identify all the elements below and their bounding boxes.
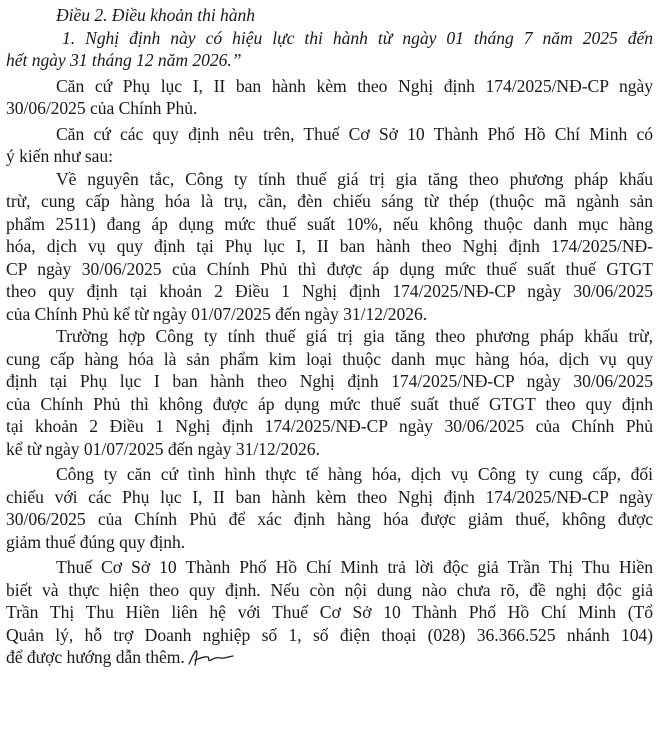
closing-paragraph-line: Trần Thị Thu Hiền liên hệ với Thuế Cơ Sở 10 Thành Phố Hồ Chí Minh (Tổ (6, 602, 653, 622)
signature-icon (187, 648, 235, 668)
case-paragraph-line: tại khoản 2 Điều 1 Nghị định 174/2025/NĐ-CP ngày 30/06/2025 của Chính Phủ (6, 416, 653, 436)
basis-paragraph-line: Căn cứ Phụ lục I, II ban hành kèm theo Nghị định 174/2025/NĐ-CP ngày (56, 75, 653, 96)
principle-paragraph-line: CP ngày 30/06/2025 của Chính Phủ thì được áp dụng mức thuế suất thuế GTGT (6, 258, 653, 279)
closing-paragraph-line: Quản lý, hỗ trợ Doanh nghiệp số 1, số điện thoại (028) 36.366.525 nhánh 104) (6, 624, 653, 645)
opinion-intro-line: ý kiến như sau: (6, 146, 114, 166)
principle-paragraph-line: phẩm 2511) đang áp dụng mức thuế suất 10%, nếu không thuộc danh mục hàng (6, 213, 653, 234)
case-paragraph-line: kể từ ngày 01/07/2025 đến ngày 31/12/2026. (6, 438, 320, 459)
company-paragraph-line: chiếu với các Phụ lục I, II ban hành kèm theo Nghị định 174/2025/NĐ-CP ngày (6, 486, 653, 507)
opinion-intro-line: Căn cứ các quy định nêu trên, Thuế Cơ Sở 10 Thành Phố Hồ Chí Minh có (56, 123, 653, 144)
case-paragraph-line: Trường hợp Công ty tính thuế giá trị gia tăng theo phương pháp khấu trừ, (56, 326, 653, 346)
case-paragraph-line: định tại Phụ lục I ban hành theo Nghị định 174/2025/NĐ-CP ngày 30/06/2025 (6, 371, 653, 391)
principle-paragraph-line: trừ, cung cấp hàng hóa là trụ, cần, đèn chiếu sáng từ thép (thuộc mã ngành sản (6, 191, 653, 211)
basis-paragraph-line: 30/06/2025 của Chính Phủ. (6, 98, 198, 118)
company-paragraph-line: Công ty căn cứ tình hình thực tế hàng hóa, dịch vụ Công ty cung cấp, đối (56, 464, 653, 484)
article-clause-line: 1. Nghị định này có hiệu lực thi hành từ ngày 01 tháng 7 năm 2025 đến (62, 27, 653, 48)
principle-paragraph-line: Về nguyên tắc, Công ty tính thuế giá trị gia tăng theo phương pháp khấu (56, 168, 653, 189)
company-paragraph-line: 30/06/2025 của Chính Phủ để xác định hàng hóa được giảm thuế, không được (6, 509, 653, 529)
closing-paragraph-final-line (6, 646, 653, 669)
principle-paragraph-line: của Chính Phủ kể từ ngày 01/07/2025 đến ngày 31/12/2026. (6, 303, 428, 324)
case-paragraph-line: cung cấp hàng hóa là sản phẩm kim loại thuộc danh mục hàng hóa, dịch vụ quy (6, 348, 653, 369)
article-heading: Điều 2. Điều khoản thi hành (56, 5, 255, 25)
closing-paragraph-line: Thuế Cơ Sở 10 Thành Phố Hồ Chí Minh trả lời độc giả Trần Thị Thu Hiền (56, 557, 653, 577)
case-paragraph-line: của Chính Phủ thì không được áp dụng mức thuế suất thuế GTGT theo quy định (6, 393, 653, 414)
principle-paragraph-line: theo quy định tại khoản 2 Điều 1 Nghị định 174/2025/NĐ-CP ngày 30/06/2025 (6, 281, 653, 301)
company-paragraph-line: giảm thuế đúng quy định. (6, 531, 186, 552)
principle-paragraph-line: hóa, dịch vụ quy định tại Phụ lục I, II ban hành theo Nghị định 174/2025/NĐ- (6, 236, 653, 256)
closing-paragraph-line: biết và thực hiện theo quy định. Nếu còn nội dung nào chưa rõ, đề nghị độc giả (6, 579, 653, 600)
article-clause-line: hết ngày 31 tháng 12 năm 2026.” (6, 50, 242, 70)
closing-paragraph-line: để được hướng dẫn thêm. (6, 647, 185, 667)
